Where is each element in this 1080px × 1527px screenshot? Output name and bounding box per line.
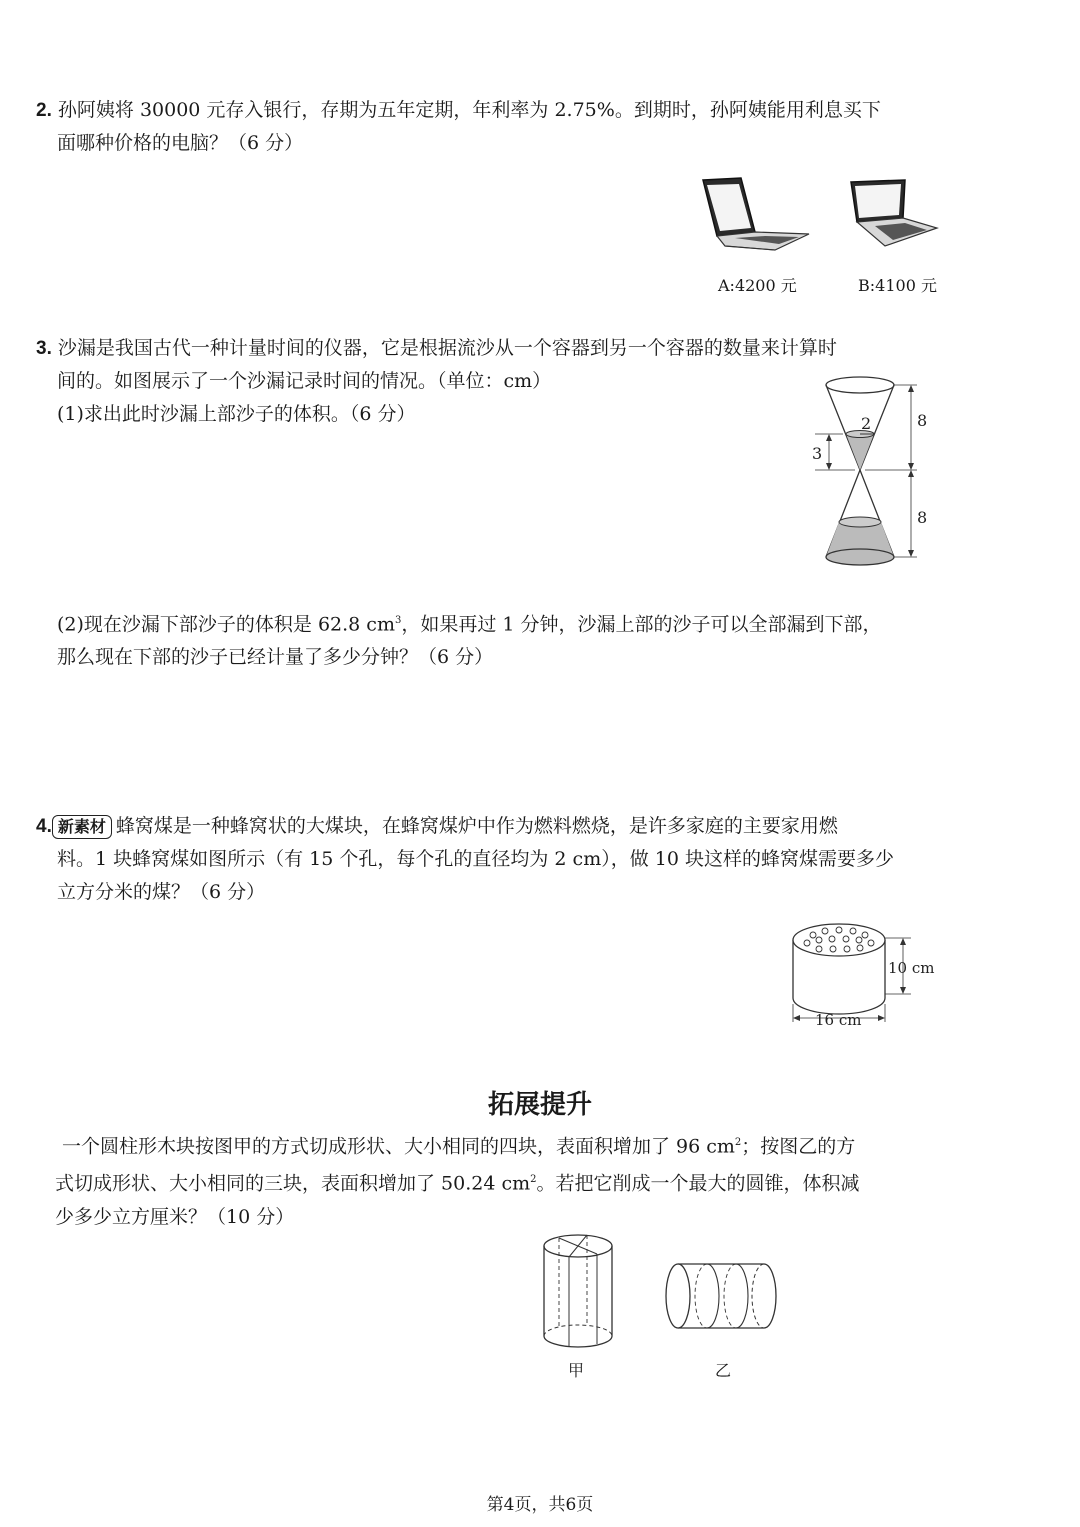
bottom-height-label: 8 [917,508,928,527]
section-title: 拓展提升 [487,1090,592,1120]
question-text: (2)现在沙漏下部沙子的体积是 62.8 cm [57,613,395,636]
question-number: 3. [36,338,52,359]
hourglass-figure [805,372,945,572]
question-text: 少多少立方厘米？（10 分） [55,1205,295,1228]
question-text: 蜂窝煤是一种蜂窝状的大煤块，在蜂窝煤炉中作为燃料燃烧，是许多家庭的主要家用燃 [115,815,838,837]
laptop-b-figure [845,178,940,250]
radius-label: 2 [861,414,872,433]
cylinder-yi-figure [660,1258,785,1334]
question-number: 2. [36,100,52,121]
briquette-height-label: 10 cm [888,959,935,977]
new-material-tag: 新素材 [52,815,112,839]
question-text: 间的。如图展示了一个沙漏记录时间的情况。（单位：cm） [57,370,552,392]
label-yi: 乙 [715,1361,732,1380]
option-a-caption: A:4200 元 [718,276,797,295]
option-b-caption: B:4100 元 [858,276,937,295]
question-text: ，如果再过 1 分钟，沙漏上部的沙子可以全部漏到下部， [401,613,882,636]
briquette-diameter-label: 16 cm [815,1011,862,1029]
question-text: 式切成形状、大小相同的三块，表面积增加了 50.24 cm [55,1172,531,1195]
question-2 [36,94,951,160]
superscript: 3 [394,615,402,626]
top-height-label: 8 [917,411,928,430]
label-jia: 甲 [568,1361,585,1380]
superscript: 2 [530,1174,537,1186]
laptop-a-figure [695,176,813,254]
question-text: 料。1 块蜂窝煤如图所示（有 15 个孔，每个孔的直径均为 2 cm），做 10 块这样的蜂窝煤需要多少 [57,848,894,870]
page-number: 第4页，共6页 [486,1495,594,1515]
sand-height-label: 3 [812,444,823,463]
superscript: 2 [734,1137,742,1148]
question-4 [36,810,951,909]
question-3-part-2 [36,604,951,674]
question-text: 立方分米的煤？（6 分） [57,881,266,903]
cylinder-jia-figure [535,1228,625,1358]
question-text: 面哪种价格的电脑？（6 分） [57,132,304,154]
question-text: 孙阿姨将 30000 元存入银行，存期为五年定期，年利率为 2.75%。到期时，孙阿姨能用利息买下 [57,99,881,121]
question-part-1: (1)求出此时沙漏上部沙子的体积。（6 分） [57,403,416,425]
question-text: 。若把它削成一个最大的圆锥，体积减 [536,1172,860,1195]
question-text: 那么现在下部的沙子已经计量了多少分钟？（6 分） [57,646,494,669]
question-text: 一个圆柱形木块按图甲的方式切成形状、大小相同的四块，表面积增加了 96 cm [62,1135,735,1158]
extension-question [55,1126,952,1234]
question-number: 4. [36,816,52,837]
question-text: ；按图乙的方 [741,1135,856,1158]
question-text: 沙漏是我国古代一种计量时间的仪器，它是根据流沙从一个容器到另一个容器的数量来计算时 [57,337,837,359]
briquette-figure [785,918,945,1030]
